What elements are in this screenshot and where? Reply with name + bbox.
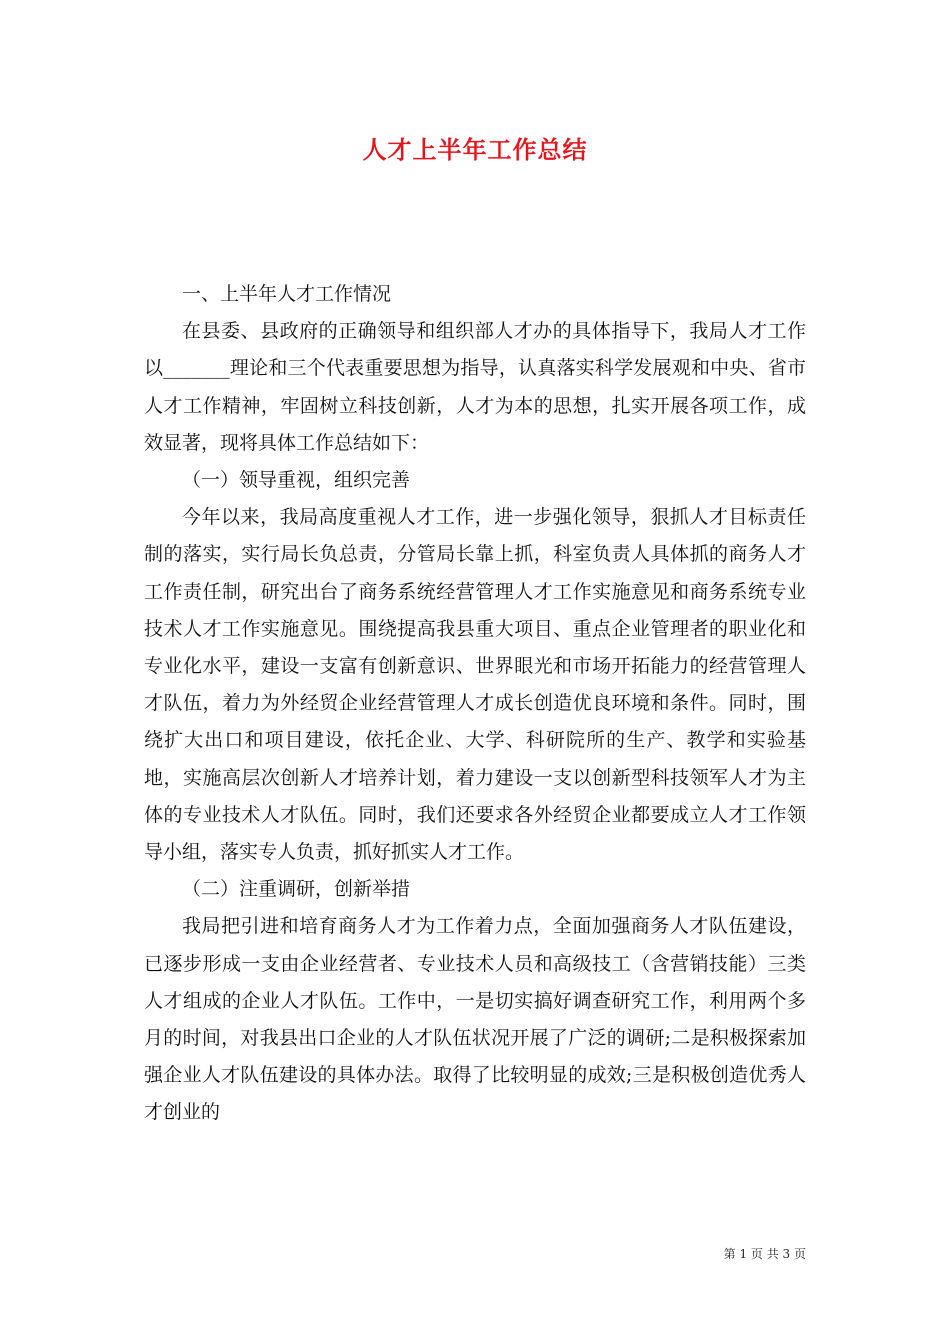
body-paragraph: 今年以来，我局高度重视人才工作，进一步强化领导，狠抓人才目标责任制的落实，实行局长负总责，分管局长靠上抓，科室负责人具体抓的商务人才工作责任制，研究出台了商务系统经营管理人才工作实施意见和商务系统专业技术人才工作实施意见。围绕提高我县重大项目、重点企业管理者的职业化和专业化水平，建设一支富有创新意识、世界眼光和市场开拓能力的经营管理人才队伍，着力为外经贸企业经营管理人才成长创造优良环境和条件。同时，围绕扩大出口和项目建设，依托企业、大学、科研院所的生产、教学和实验基地，实施高层次创新人才培养计划，着力建设一支以创新型科技领军人才为主体的专业技术人才队伍。同时，我们还要求各外经贸企业都要成立人才工作领导小组，落实专人负责，抓好抓实人才工作。 bbox=[144, 506, 806, 864]
page-number: 第 1 页 共 3 页 bbox=[723, 1247, 806, 1261]
subsection-heading: （二）注重调研，创新举措 bbox=[182, 878, 411, 901]
body-paragraph: 在县委、县政府的正确领导和组织部人才办的具体指导下，我局人才工作以_______理论和三个代表重要思想为指导，认真落实科学发展观和中央、省市人才工作精神，牢固树立科技创新，人才为本的思想，扎实开展各项工作，成效显著，现将具体工作总结如下： bbox=[144, 320, 806, 454]
document-title: 人才上半年工作总结 bbox=[362, 135, 588, 164]
subsection-heading: （一）领导重视，组织完善 bbox=[182, 469, 411, 492]
section-heading: 一、上半年人才工作情况 bbox=[182, 283, 392, 305]
body-paragraph: 我局把引进和培育商务人才为工作着力点，全面加强商务人才队伍建设，已逐步形成一支由企业经营者、专业技术人员和高级技工（含营销技能）三类人才组成的企业人才队伍。工作中，一是切实搞好调查研究工作，利用两个多月的时间，对我县出口企业的人才队伍状况开展了广泛的调研;二是积极探索加强企业人才队伍建设的具体办法。取得了比较明显的成效;三是积极创造优秀人才创业的 bbox=[144, 915, 806, 1124]
document-body bbox=[144, 276, 806, 1132]
